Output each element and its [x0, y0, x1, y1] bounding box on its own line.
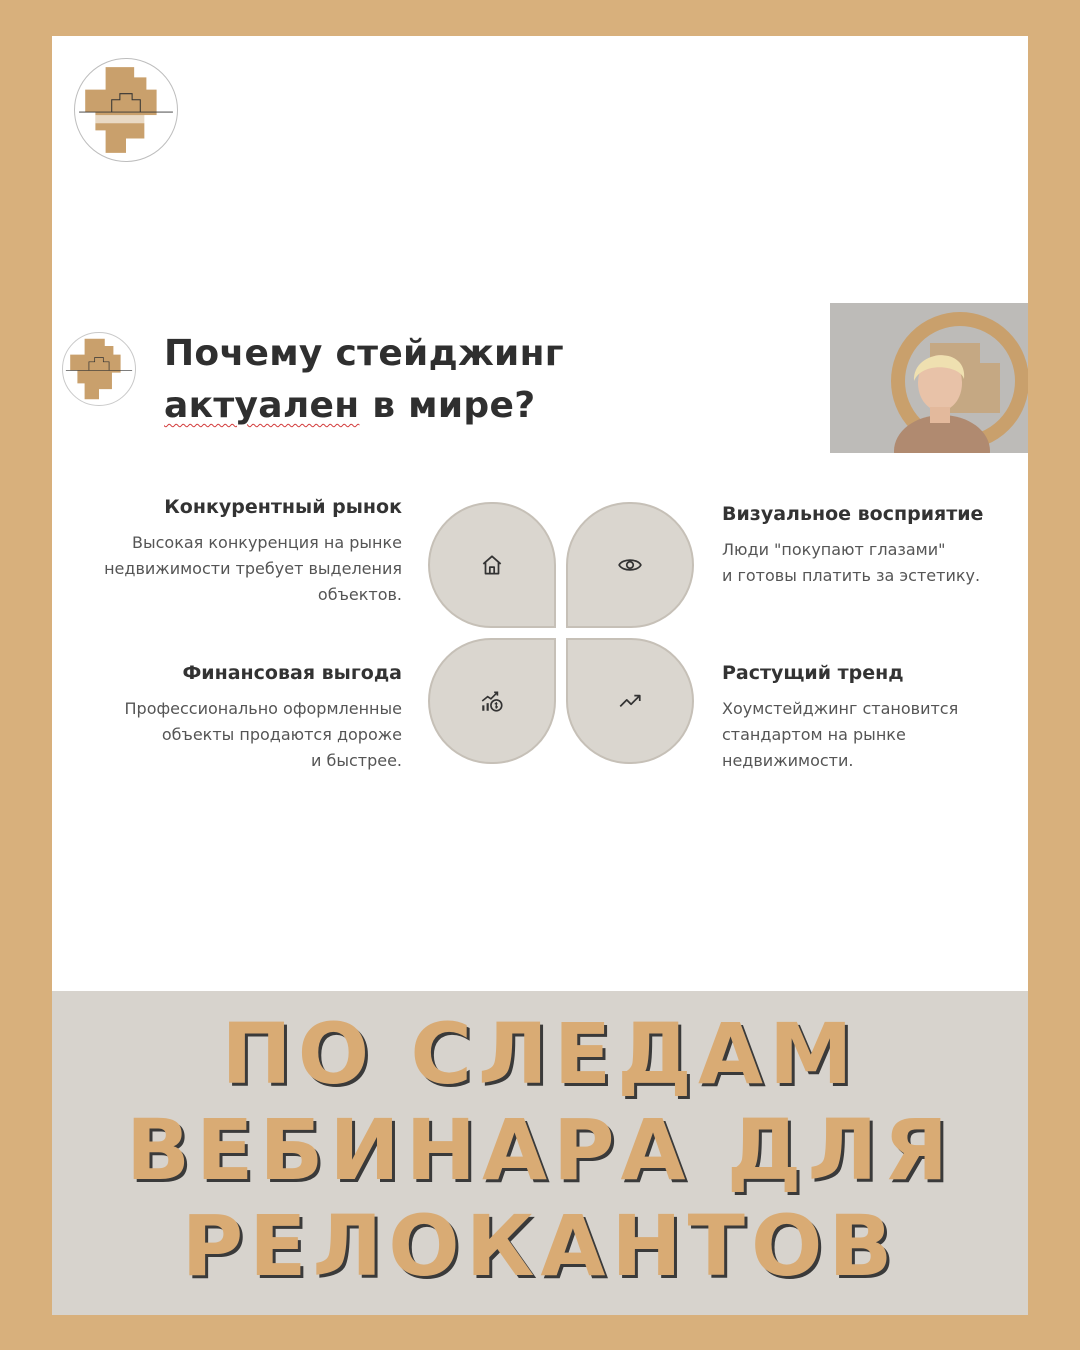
section-text: Хоумстейджинг становится стандартом на рынке недвижимости. [722, 699, 959, 770]
section-title: Финансовая выгода [182, 662, 402, 684]
section-visual-perception [722, 503, 1012, 589]
money-growth-icon [479, 688, 505, 714]
slide-logo-icon [63, 333, 135, 405]
petal-bottom-right [566, 638, 694, 764]
speaker-video[interactable] [830, 303, 1028, 453]
section-text: Высокая конкуренция на рынке недвижимости требует выделения объектов. [104, 533, 402, 604]
section-title: Конкурентный рынок [164, 496, 402, 518]
section-financial-benefit [92, 662, 402, 774]
trend-up-icon [617, 688, 643, 714]
slide-title-line1: Почему стейджинг [164, 333, 564, 374]
petal-top-left [428, 502, 556, 628]
petal-bottom-left [428, 638, 556, 764]
slide-title-word-highlight: актуален [164, 385, 360, 426]
section-text: Профессионально оформленные объекты продаются дороже и быстрее. [124, 699, 402, 770]
headline-banner [52, 991, 1028, 1315]
slide-logo [62, 332, 136, 406]
eye-icon [617, 552, 643, 578]
brand-logo [74, 58, 178, 162]
headline-line3: РЕЛОКАНТОВ [181, 1197, 899, 1295]
section-title: Визуальное восприятие [722, 503, 984, 525]
house-icon [479, 552, 505, 578]
section-text: Люди "покупают глазами" и готовы платить за эстетику. [722, 540, 981, 585]
petal-top-right [566, 502, 694, 628]
headline-line1: ПО СЛЕДАМ [221, 1005, 859, 1103]
headline-line2: ВЕБИНАРА ДЛЯ [125, 1101, 955, 1199]
section-growing-trend [722, 662, 1012, 774]
section-title: Растущий тренд [722, 662, 904, 684]
slide-title [164, 328, 684, 432]
speaker-video-frame [830, 303, 1028, 453]
clover-diagram [428, 502, 696, 768]
slide-card [52, 36, 1028, 991]
slide-title-line2-rest: в мире? [359, 385, 536, 426]
section-competitive-market [92, 496, 402, 608]
brand-logo-icon [75, 59, 177, 161]
